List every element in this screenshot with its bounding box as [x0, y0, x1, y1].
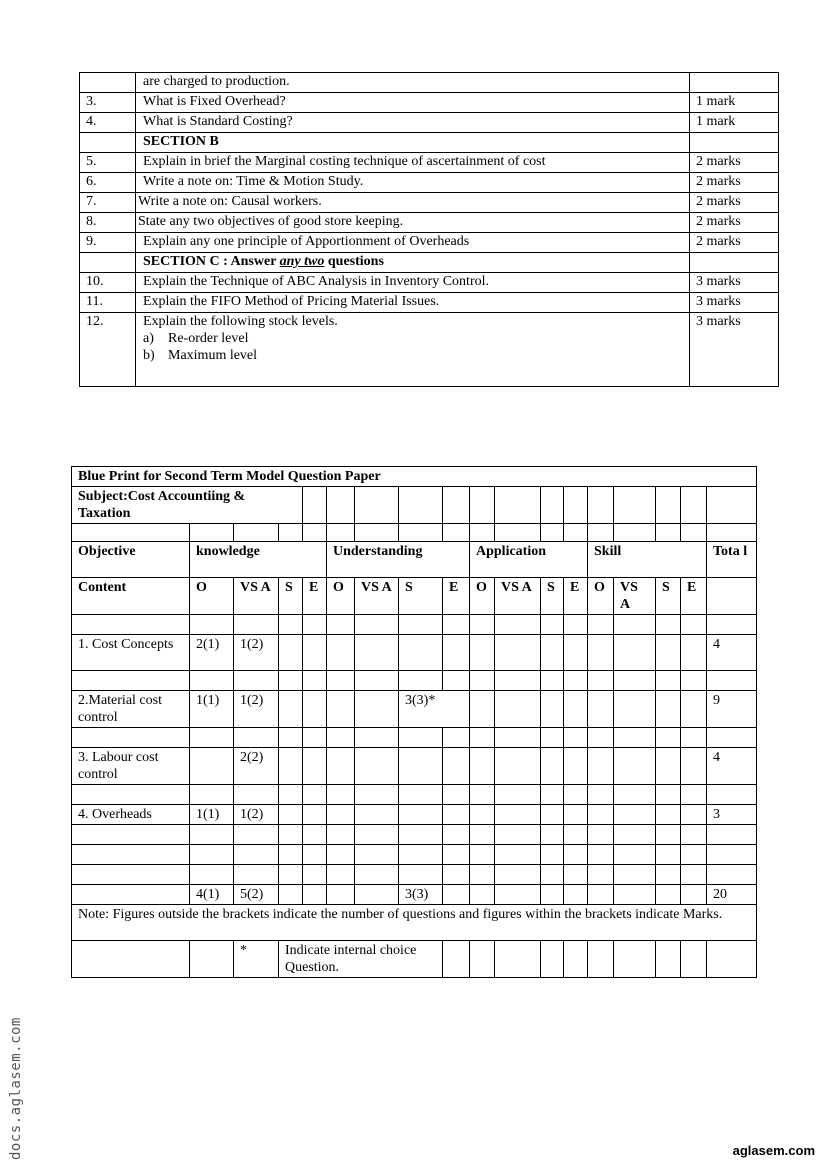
question-row	[80, 233, 779, 253]
content-cell: 2.Material cost control	[72, 691, 190, 728]
total-header: Tota l	[707, 542, 757, 578]
totals-row	[72, 885, 757, 905]
content-cell: 3. Labour cost control	[72, 748, 190, 785]
choice-row	[72, 941, 757, 978]
objective-header-row	[72, 542, 757, 578]
skill-header: Skill	[588, 542, 707, 578]
question-text: State any two objectives of good store keeping.	[136, 213, 690, 233]
question-marks	[690, 253, 779, 273]
total-knowledge-vsa: 5(2)	[234, 885, 279, 905]
col-s-header: S	[656, 578, 681, 615]
question-marks: 2 marks	[690, 173, 779, 193]
question-marks	[690, 133, 779, 153]
section-b-heading: SECTION B	[136, 133, 690, 153]
question-marks: 2 marks	[690, 213, 779, 233]
question-row	[80, 193, 779, 213]
question-marks: 2 marks	[690, 153, 779, 173]
spacer-row	[72, 728, 757, 748]
content-header: Content	[72, 578, 190, 615]
col-e-header: E	[443, 578, 470, 615]
col-o-header: O	[588, 578, 614, 615]
spacer-row	[72, 865, 757, 885]
understanding-header: Understanding	[327, 542, 470, 578]
question-number: 4.	[80, 113, 136, 133]
knowledge-vsa-cell: 1(2)	[234, 635, 279, 671]
content-cell: 1. Cost Concepts	[72, 635, 190, 671]
spacer-row	[72, 825, 757, 845]
blueprint-row	[72, 635, 757, 671]
note-text: Note: Figures outside the brackets indicate the number of questions and figures within the brackets indicate Marks.	[72, 905, 757, 941]
understanding-s-cell: 3(3)*	[399, 691, 470, 728]
col-s-header: S	[399, 578, 443, 615]
col-o-header: O	[470, 578, 495, 615]
spacer-row	[72, 671, 757, 691]
question-number: 9.	[80, 233, 136, 253]
objective-header: Objective	[72, 542, 190, 578]
knowledge-vsa-cell: 1(2)	[234, 691, 279, 728]
knowledge-o-cell	[190, 748, 234, 785]
blueprint-row	[72, 691, 757, 728]
question-marks: 3 marks	[690, 313, 779, 387]
grand-total: 20	[707, 885, 757, 905]
question-marks: 2 marks	[690, 193, 779, 213]
question-text-block	[136, 313, 690, 387]
question-text: What is Standard Costing?	[136, 113, 690, 133]
choice-text: Indicate internal choice Question.	[279, 941, 443, 978]
knowledge-vsa-cell: 1(2)	[234, 805, 279, 825]
col-e-header: E	[564, 578, 588, 615]
blueprint-row	[72, 805, 757, 825]
watermark-left: docs.aglasem.com	[8, 1017, 24, 1160]
section-heading-row	[80, 133, 779, 153]
col-o-header: O	[327, 578, 355, 615]
question-marks: 3 marks	[690, 273, 779, 293]
sub-item-text: Re-order level	[168, 331, 249, 346]
col-vsa-header: VS A	[234, 578, 279, 615]
question-marks: 2 marks	[690, 233, 779, 253]
question-text: Write a note on: Causal workers.	[136, 193, 690, 213]
spacer-row	[72, 615, 757, 635]
understanding-s-cell	[399, 748, 443, 785]
spacer-row	[72, 785, 757, 805]
watermark-right: aglasem.com	[732, 1143, 815, 1158]
total-cell: 9	[707, 691, 757, 728]
total-cell: 3	[707, 805, 757, 825]
knowledge-vsa-cell: 2(2)	[234, 748, 279, 785]
question-row	[80, 313, 779, 387]
question-text: Explain the Technique of ABC Analysis in Inventory Control.	[136, 273, 690, 293]
blueprint-table	[71, 466, 757, 978]
content-cell: 4. Overheads	[72, 805, 190, 825]
choice-symbol: *	[234, 941, 279, 978]
knowledge-o-cell: 2(1)	[190, 635, 234, 671]
section-heading-row	[80, 253, 779, 273]
section-c-prefix: SECTION C : Answer	[143, 254, 280, 269]
total-cell: 4	[707, 635, 757, 671]
section-c-suffix: questions	[324, 254, 384, 269]
question-number: 6.	[80, 173, 136, 193]
question-marks: 1 mark	[690, 93, 779, 113]
sub-item-label: b)	[143, 348, 155, 363]
spacer-row	[72, 845, 757, 865]
note-row	[72, 905, 757, 941]
question-number: 8.	[80, 213, 136, 233]
total-knowledge-o: 4(1)	[190, 885, 234, 905]
question-number	[80, 253, 136, 273]
question-row	[80, 173, 779, 193]
sub-item-text: Maximum level	[168, 348, 258, 363]
section-c-heading	[136, 253, 690, 273]
question-text: Explain the following stock levels.	[143, 314, 338, 329]
question-number: 12.	[80, 313, 136, 387]
question-text: What is Fixed Overhead?	[136, 93, 690, 113]
blueprint-title-row	[72, 467, 757, 487]
knowledge-header: knowledge	[190, 542, 327, 578]
knowledge-o-cell: 1(1)	[190, 691, 234, 728]
total-understanding-s: 3(3)	[399, 885, 443, 905]
question-row	[80, 113, 779, 133]
sub-item	[143, 347, 685, 364]
question-text: Explain the FIFO Method of Pricing Material Issues.	[136, 293, 690, 313]
spacer-row	[72, 524, 757, 542]
question-text: Write a note on: Time & Motion Study.	[136, 173, 690, 193]
col-e-header: E	[303, 578, 327, 615]
question-marks: 3 marks	[690, 293, 779, 313]
question-row	[80, 213, 779, 233]
understanding-s-cell	[399, 635, 443, 671]
question-marks	[690, 73, 779, 93]
question-marks: 1 mark	[690, 113, 779, 133]
sub-item	[143, 330, 685, 347]
question-number: 5.	[80, 153, 136, 173]
question-number	[80, 73, 136, 93]
col-vsa-header: VS A	[355, 578, 399, 615]
understanding-s-cell	[399, 805, 443, 825]
col-vsa-header: VS A	[614, 578, 656, 615]
question-number: 7.	[80, 193, 136, 213]
question-number	[80, 133, 136, 153]
sub-item-label: a)	[143, 331, 154, 346]
col-s-header: S	[541, 578, 564, 615]
application-header: Application	[470, 542, 588, 578]
knowledge-o-cell: 1(1)	[190, 805, 234, 825]
question-number: 11.	[80, 293, 136, 313]
question-number: 3.	[80, 93, 136, 113]
question-row	[80, 153, 779, 173]
col-s-header: S	[279, 578, 303, 615]
col-vsa-header: VS A	[495, 578, 541, 615]
subject-row	[72, 487, 757, 524]
subject-label: Subject:Cost Accountiing & Taxation	[72, 487, 303, 524]
question-text: are charged to production.	[136, 73, 690, 93]
question-row	[80, 73, 779, 93]
blueprint-row	[72, 748, 757, 785]
question-text: Explain any one principle of Apportionment of Overheads	[136, 233, 690, 253]
col-e-header: E	[681, 578, 707, 615]
question-row	[80, 293, 779, 313]
col-o-header: O	[190, 578, 234, 615]
question-number: 10.	[80, 273, 136, 293]
content-header-row	[72, 578, 757, 615]
questions-table	[79, 72, 779, 387]
question-row	[80, 93, 779, 113]
question-row	[80, 273, 779, 293]
total-cell: 4	[707, 748, 757, 785]
section-c-emphasis: any two	[279, 254, 325, 269]
question-text: Explain in brief the Marginal costing technique of ascertainment of cost	[136, 153, 690, 173]
blueprint-title: Blue Print for Second Term Model Question Paper	[72, 467, 757, 487]
